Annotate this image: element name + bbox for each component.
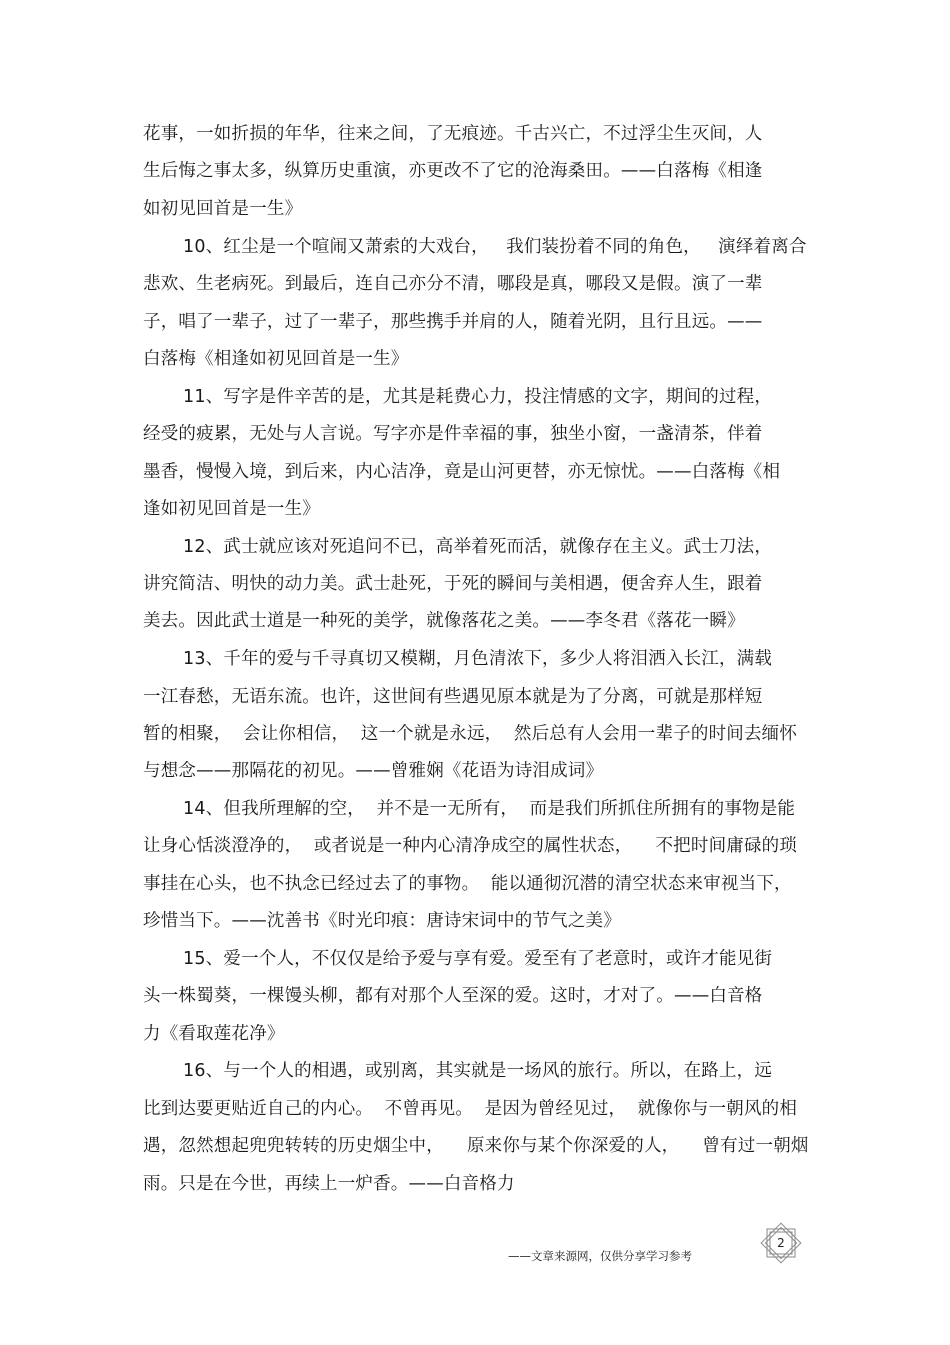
text-line: 11、写字是件辛苦的是，尤其是耗费心力，投注情感的文字，期间的过程， [183, 387, 773, 407]
text-line: 墨香，慢慢入境，到后来，内心洁净，竟是山河更替，亦无惊忧。——白落梅《相 [143, 462, 781, 482]
text-line: 悲欢、生老病死。到最后，连自己亦分不清，哪段是真，哪段又是假。演了一辈 [143, 274, 763, 294]
text-line: 14、但我所理解的空， 并不是一无所有， 而是我们所抓住所拥有的事物是能 [183, 799, 796, 819]
text-line: 16、与一个人的相遇，或别离，其实就是一场风的旅行。所以，在路上，远 [183, 1061, 773, 1081]
text-line: 白落梅《相逢如初见回首是一生》 [143, 349, 409, 369]
text-line: 雨。只是在今世，再续上一炉香。——白音格力 [143, 1174, 515, 1194]
text-line: 美去。因此武士道是一种死的美学，就像落花之美。——李冬君《落花一瞬》 [143, 611, 745, 631]
text-line: 子，唱了一辈子，过了一辈子，那些携手并肩的人，随着光阴，且行且远。—— [143, 312, 763, 332]
text-line: 如初见回首是一生》 [143, 199, 303, 219]
text-line: 经受的疲累，无处与人言说。写字亦是件幸福的事，独坐小窗，一盏清茶，伴着 [143, 424, 763, 444]
text-line: 生后悔之事太多，纵算历史重演，亦更改不了它的沧海桑田。——白落梅《相逢 [143, 161, 763, 181]
text-line: 讲究简洁、明快的动力美。武士赴死，于死的瞬间与美相遇，便舍弃人生，跟着 [143, 574, 763, 594]
text-line: 遇，忽然想起兜兜转转的历史烟尘中， 原来你与某个你深爱的人， 曾有过一朝烟 [143, 1136, 809, 1156]
text-line: 事挂在心头，也不执念已经过去了的事物。 能以通彻沉潜的清空状态来审视当下， [143, 874, 792, 894]
text-line: 逢如初见回首是一生》 [143, 499, 320, 519]
text-line: 一江春愁，无语东流。也许，这世间有些遇见原本就是为了分离，可就是那样短 [143, 687, 763, 707]
text-line: 与想念——那隔花的初见。——曾雅娴《花语为诗泪成词》 [143, 761, 604, 781]
page-number-badge [758, 1220, 804, 1266]
text-line: 珍惜当下。——沈善书《时光印痕：唐诗宋词中的节气之美》 [143, 911, 621, 931]
footer-source-note: ——文章来源网，仅供分享学习参考 [508, 1249, 692, 1263]
text-line: 花事，一如折损的年华，往来之间，了无痕迹。千古兴亡，不过浮尘生灭间，人 [143, 124, 763, 144]
text-line: 让身心恬淡澄净的， 或者说是一种内心清净成空的属性状态， 不把时间庸碌的琐 [143, 836, 798, 856]
text-line: 12、武士就应该对死追问不已，高举着死而活，就像存在主义。武士刀法， [183, 537, 773, 557]
text-line: 比到达要更贴近自己的内心。 不曾再见。 是因为曾经见过， 就像你与一朝风的相 [143, 1099, 798, 1119]
text-line: 头一株蜀葵，一棵馒头柳，都有对那个人至深的爱。这时，才对了。——白音格 [143, 986, 763, 1006]
text-line: 13、千年的爱与千寻真切又模糊，月色清浓下，多少人将泪洒入长江，满载 [183, 649, 773, 669]
text-line: 10、红尘是一个喧闹又萧索的大戏台， 我们装扮着不同的角色， 演绎着离合 [183, 237, 807, 257]
text-line: 暂的相聚， 会让你相信， 这一个就是永远， 然后总有人会用一辈子的时间去缅怀 [143, 724, 798, 744]
text-line: 力《看取莲花净》 [143, 1024, 285, 1044]
text-line: 15、爱一个人，不仅仅是给予爱与享有爱。爱至有了老意时，或许才能见街 [183, 949, 773, 969]
page-number: 2 [777, 1236, 785, 1250]
